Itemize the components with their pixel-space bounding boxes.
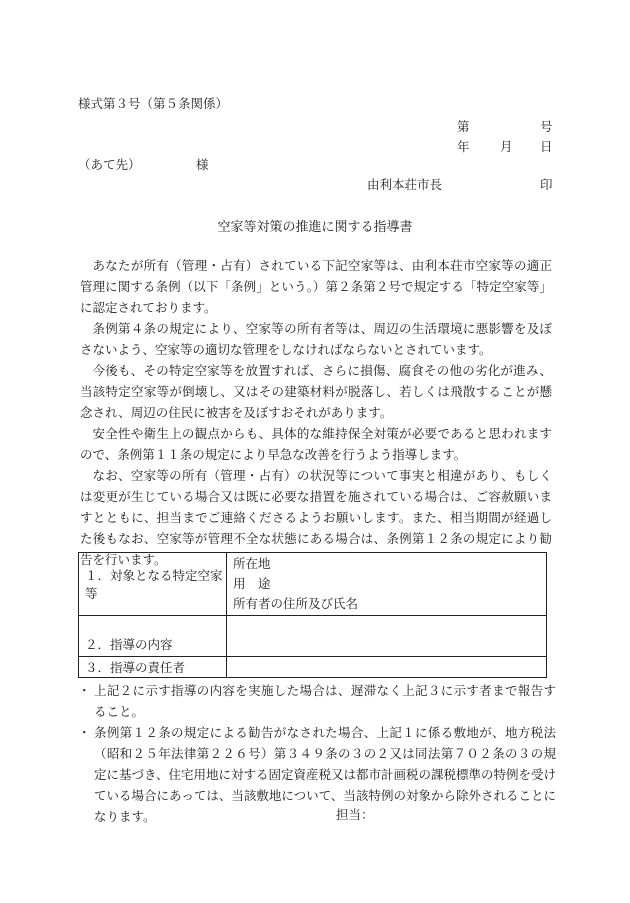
paragraph: あなたが所有（管理・占有）されている下記空家等は、由利本荘市空家等の適正管理に関する条例（以下「条例」という。）第２条第２号で規定する「特定空家等」に認定されております。 xyxy=(80,258,552,315)
form-label: 様式第３号（第５条関係） xyxy=(78,96,229,111)
note-text: 上記２に示す指導の内容を実施した場合は、遅滞なく上記３に示す者まで報告すること。 xyxy=(94,683,556,719)
location-label: 所在地 xyxy=(233,556,271,571)
paragraph: 条例第４条の規定により、空家等の所有者等は、周辺の生活環境に悪影響を及ぼさないよう、空家等の適切な管理をしなければならないとされています。 xyxy=(80,321,552,357)
paragraph: 今後も、その特定空家等を放置すれば、さらに損傷、腐食その他の劣化が進み、当該特定空家等が倒壊し、又はその建築材料が脱落し、若しくは飛散することが懸念され、周辺の住民に被害を及ぼすおそれがあります。 xyxy=(80,363,552,420)
bullet: ・ xyxy=(78,683,91,698)
target-details xyxy=(227,553,547,616)
issuer-name: 由利本荘市長 xyxy=(367,177,443,192)
responsible-label: ３．指導の責任者 xyxy=(79,657,227,678)
addressee-label: （あて先） xyxy=(78,157,141,172)
target-label: １．対象となる特定空家等 xyxy=(79,553,227,616)
paragraph: なお、空家等の所有（管理・占有）の状況等について事実と相違があり、もしくは変更が生じている場合又は既に必要な措置を施されている場合は、ご容赦願いますとともに、担当までご連絡くださるようお願いします。また、相当期間が経過した後もなお、空家等が管理不全な状態にある場合は、条例第１２条の規定により勧告を行います。 xyxy=(80,468,552,567)
date-month: 月 xyxy=(500,139,513,154)
owner-label: 所有者の住所及び氏名 xyxy=(233,596,359,611)
details-table xyxy=(78,552,547,678)
table-row xyxy=(79,616,547,657)
date-day: 日 xyxy=(540,139,553,154)
guidance-content xyxy=(227,616,547,657)
contact-label: 担当： xyxy=(336,807,374,822)
list-item xyxy=(78,680,556,722)
bullet: ・ xyxy=(78,725,91,740)
body-text xyxy=(80,255,552,570)
responsible-content xyxy=(227,657,547,678)
date-year: 年 xyxy=(457,139,470,154)
seal-mark: 印 xyxy=(540,177,553,192)
addressee-suffix: 様 xyxy=(196,157,209,172)
list-item xyxy=(78,722,556,827)
notes-list xyxy=(78,680,556,827)
guidance-label: ２．指導の内容 xyxy=(79,616,227,657)
note-text: 条例第１２条の規定による勧告がなされた場合、上記１に係る敷地が、地方税法（昭和２５年法律第２２６号）第３４９条の３の２又は同法第７０２条の３の規定に基づき、住宅用地に対する固定資産税又は都市計画税の課税標準の特例を受けている場合にあっては、当該敷地について、当該特例の対象から除外されることになります。 xyxy=(94,725,557,824)
table-row xyxy=(79,657,547,678)
table-row xyxy=(79,553,547,616)
number-prefix: 第 xyxy=(457,119,470,134)
number-suffix: 号 xyxy=(540,119,553,134)
document-title: 空家等対策の推進に関する指導書 xyxy=(217,220,413,235)
usage-label: 用 途 xyxy=(233,576,271,591)
paragraph: 安全性や衛生上の観点からも、具体的な維持保全対策が必要であると思われますので、条例第１１条の規定により早急な改善を行うよう指導します。 xyxy=(80,426,552,462)
